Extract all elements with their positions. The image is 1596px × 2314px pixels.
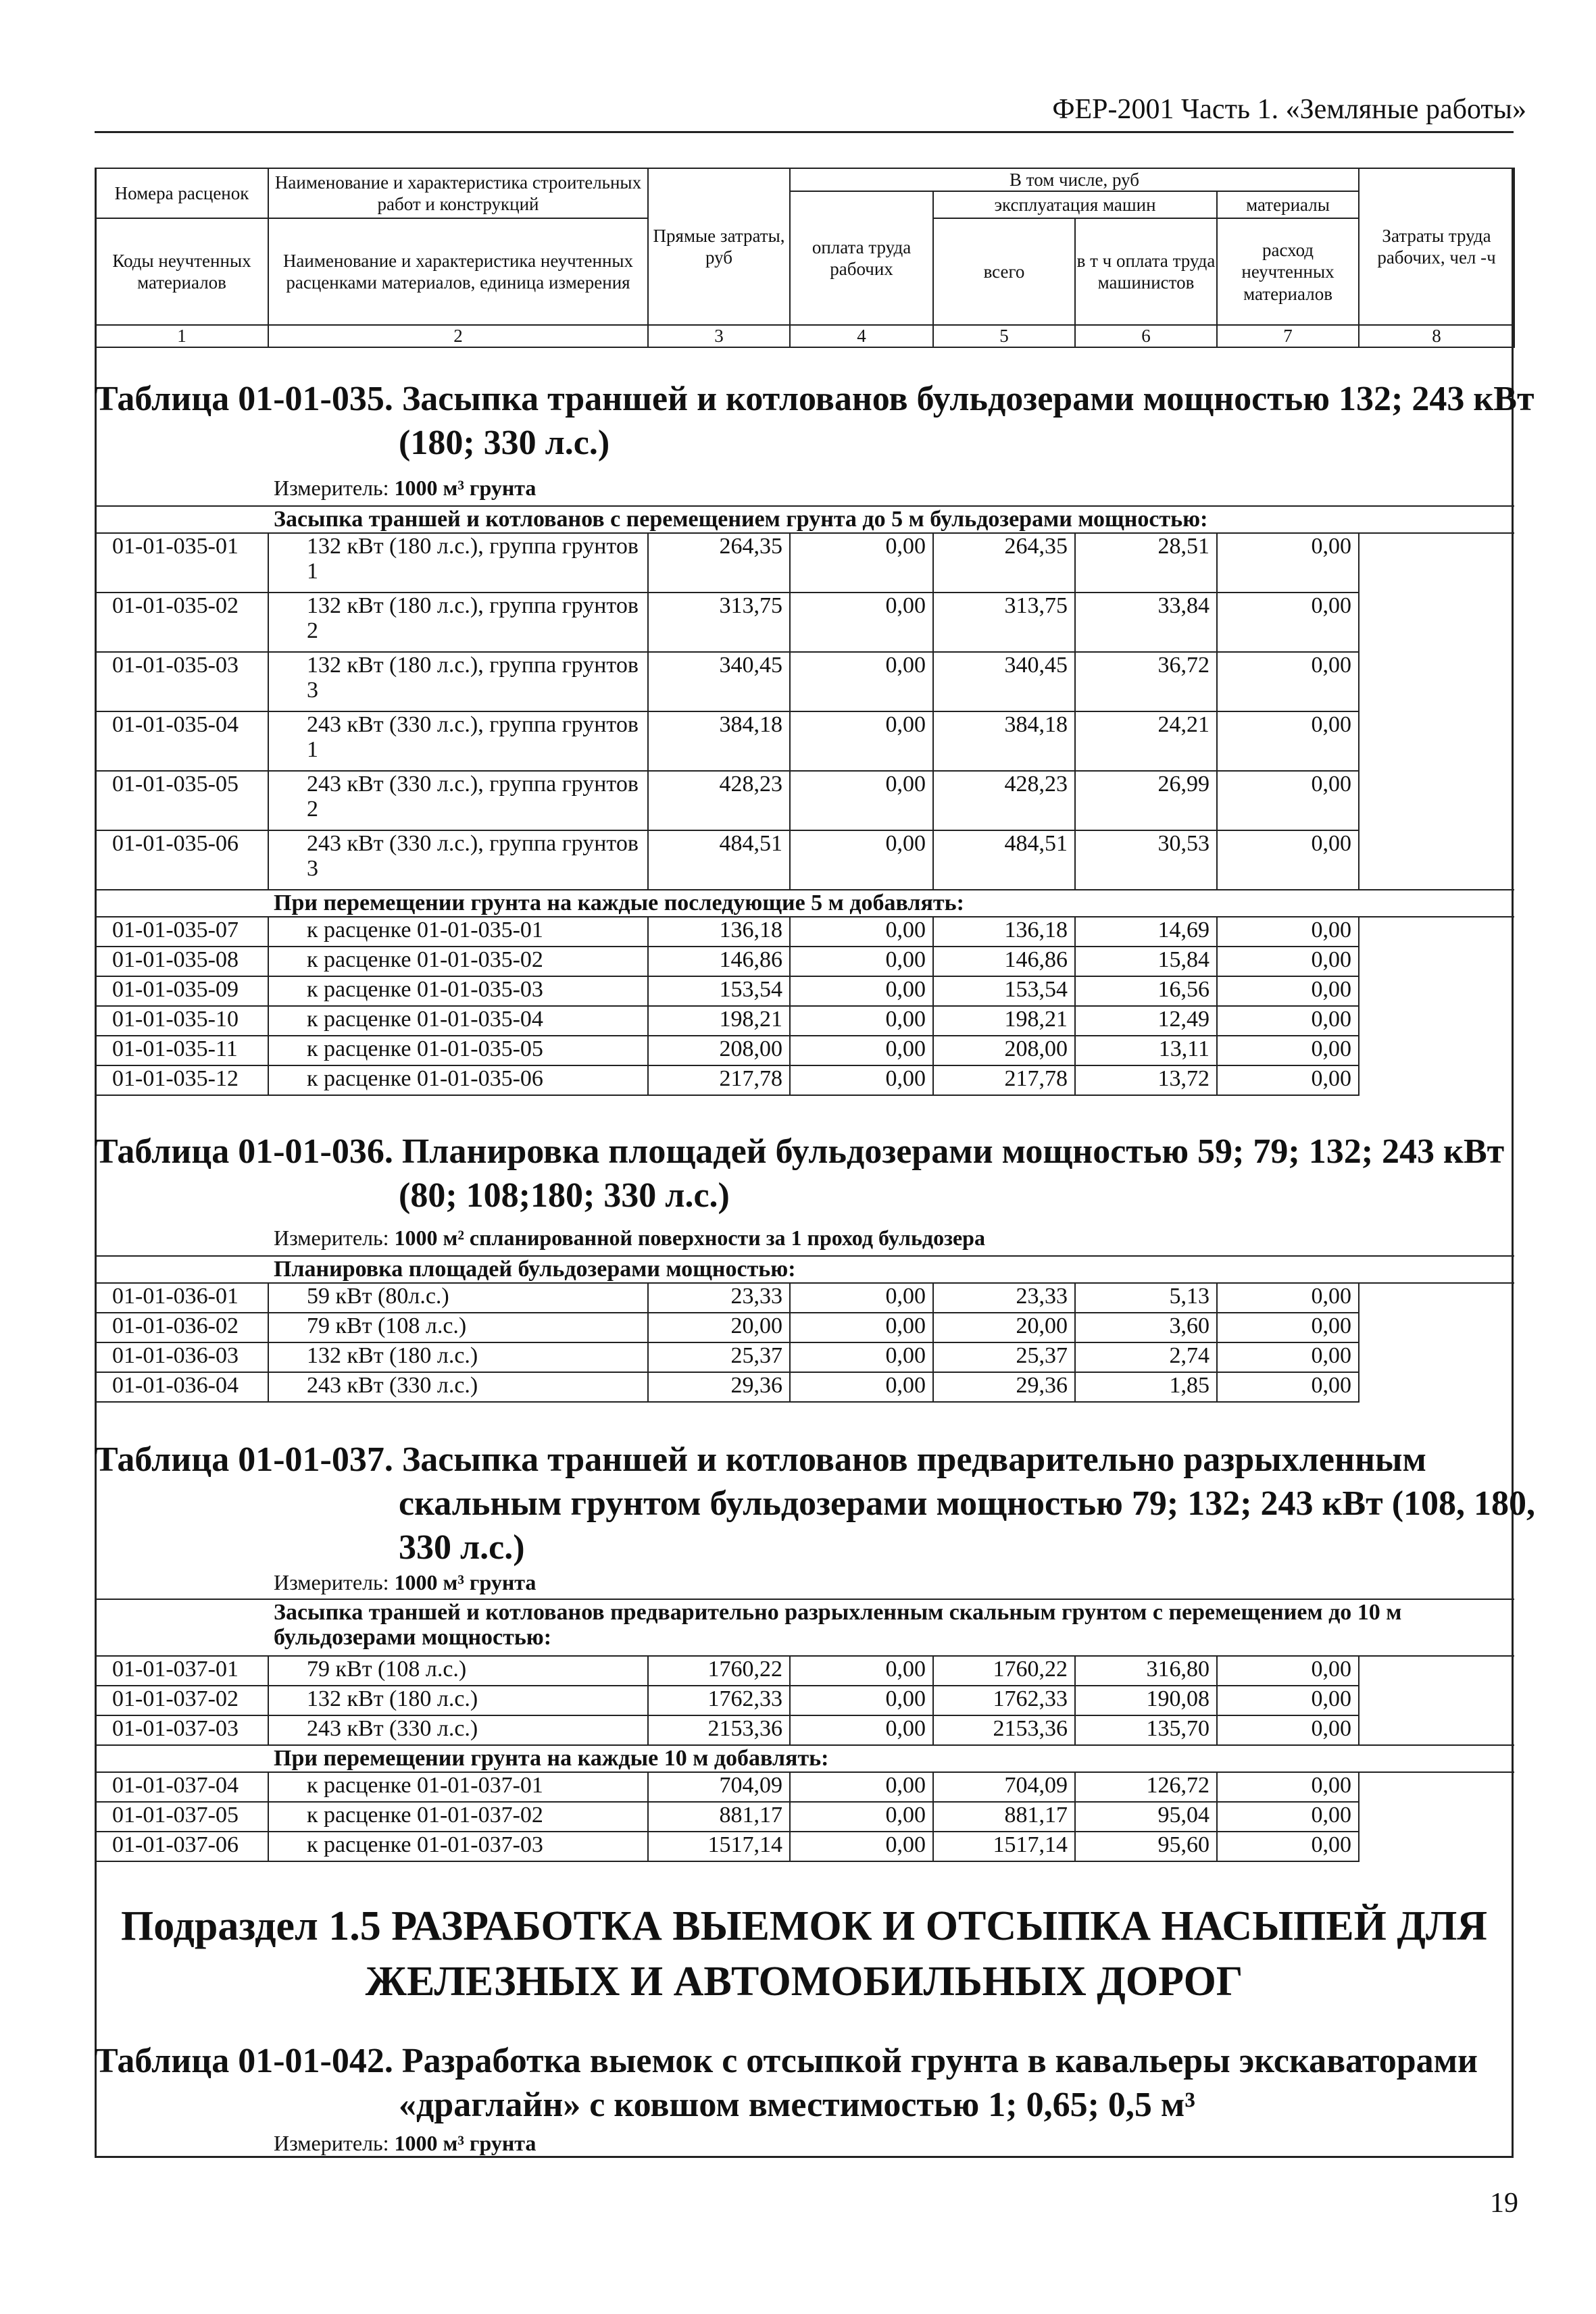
labor-cell xyxy=(1359,1715,1514,1745)
work-name: 59 кВт (80л.с.) xyxy=(268,1283,648,1313)
materials: 0,00 xyxy=(1217,947,1359,976)
table-036-title-line2: (80; 108;180; 330 л.с.) xyxy=(399,1176,730,1215)
table-036-title-line1: Таблица 01-01-036. Планировка площадей бульдозерами мощностью 59; 79; 132; 243 кВт xyxy=(95,1132,1505,1171)
subheader-row xyxy=(95,1256,1514,1283)
col-num: 5 xyxy=(933,325,1075,347)
machines-total: 313,75 xyxy=(933,593,1075,652)
work-name: к расценке 01-01-035-06 xyxy=(268,1065,648,1095)
labor-cell xyxy=(1359,1006,1514,1036)
rate-code: 01-01-035-04 xyxy=(95,711,268,771)
materials: 0,00 xyxy=(1217,771,1359,830)
work-name: 243 кВт (330 л.с.) xyxy=(268,1372,648,1402)
table-037-body xyxy=(95,1599,1514,1862)
rate-code: 01-01-037-05 xyxy=(95,1802,268,1832)
work-name: к расценке 01-01-035-01 xyxy=(268,917,648,947)
machinist-wages: 3,60 xyxy=(1075,1313,1217,1342)
materials: 0,00 xyxy=(1217,1065,1359,1095)
direct-costs: 2153,36 xyxy=(648,1715,790,1745)
direct-costs: 313,75 xyxy=(648,593,790,652)
measure-value: 1000 м² спланированной поверхности за 1 проход бульдозера xyxy=(394,1226,985,1250)
labor-cell xyxy=(1359,771,1514,830)
table-036-measure xyxy=(274,1226,985,1251)
col-num: 8 xyxy=(1359,325,1514,347)
direct-costs: 198,21 xyxy=(648,1006,790,1036)
subheader-lead xyxy=(95,890,268,917)
running-header: ФЕР-2001 Часть 1. «Земляные работы» xyxy=(1052,94,1526,125)
table-035-title-line2: (180; 330 л.с.) xyxy=(399,424,610,462)
direct-costs: 146,86 xyxy=(648,947,790,976)
machines-total: 217,78 xyxy=(933,1065,1075,1095)
column-header-table xyxy=(95,168,1515,326)
table-row xyxy=(95,1772,1514,1802)
measure-value: 1000 м³ грунта xyxy=(394,1570,537,1594)
col-num: 2 xyxy=(268,325,648,347)
col-num: 1 xyxy=(95,325,268,347)
header-labor: Затраты труда рабочих, чел -ч xyxy=(1359,168,1514,325)
header-rate-numbers: Номера расценок xyxy=(95,168,268,218)
materials: 0,00 xyxy=(1217,533,1359,593)
direct-costs: 217,78 xyxy=(648,1065,790,1095)
labor-cell xyxy=(1359,711,1514,771)
header-incl-rub: В том числе, руб xyxy=(790,168,1359,191)
materials: 0,00 xyxy=(1217,1036,1359,1065)
rate-code: 01-01-035-03 xyxy=(95,652,268,711)
labor-cell xyxy=(1359,1372,1514,1402)
materials: 0,00 xyxy=(1217,1686,1359,1715)
rate-code: 01-01-037-06 xyxy=(95,1832,268,1861)
work-name: 132 кВт (180 л.с.), группа грунтов 1 xyxy=(268,533,648,593)
measure-value: 1000 м³ грунта xyxy=(394,476,537,500)
machines-total: 146,86 xyxy=(933,947,1075,976)
table-row xyxy=(95,1313,1514,1342)
page-number: 19 xyxy=(1490,2188,1518,2219)
subheader-row xyxy=(95,890,1514,917)
table-row xyxy=(95,652,1514,711)
header-machines-total: всего xyxy=(933,218,1075,325)
direct-costs: 704,09 xyxy=(648,1772,790,1802)
labor-cell xyxy=(1359,1802,1514,1832)
table-row xyxy=(95,1715,1514,1745)
direct-costs: 136,18 xyxy=(648,917,790,947)
machinist-wages: 28,51 xyxy=(1075,533,1217,593)
machines-total: 136,18 xyxy=(933,917,1075,947)
measure-value: 1000 м³ грунта xyxy=(394,2131,537,2155)
materials: 0,00 xyxy=(1217,593,1359,652)
table-042-title-line2: «драглайн» с ковшом вместимостью 1; 0,65; 0,5 м³ xyxy=(399,2086,1195,2124)
materials: 0,00 xyxy=(1217,830,1359,890)
work-name: к расценке 01-01-035-03 xyxy=(268,976,648,1006)
worker-wages: 0,00 xyxy=(790,947,933,976)
rate-code: 01-01-037-02 xyxy=(95,1686,268,1715)
labor-cell xyxy=(1359,1283,1514,1313)
rate-code: 01-01-036-03 xyxy=(95,1342,268,1372)
subsection-line2: ЖЕЛЕЗНЫХ И АВТОМОБИЛЬНЫХ ДОРОГ xyxy=(365,1959,1243,2005)
direct-costs: 881,17 xyxy=(648,1802,790,1832)
machines-total: 153,54 xyxy=(933,976,1075,1006)
direct-costs: 264,35 xyxy=(648,533,790,593)
header-unaccounted-name: Наименование и характеристика неучтенных расценками материалов, единица измерения xyxy=(268,218,648,325)
work-name: к расценке 01-01-037-03 xyxy=(268,1832,648,1861)
rate-code: 01-01-035-12 xyxy=(95,1065,268,1095)
header-rule xyxy=(95,131,1514,133)
worker-wages: 0,00 xyxy=(790,711,933,771)
worker-wages: 0,00 xyxy=(790,1342,933,1372)
measure-prefix: Измеритель: xyxy=(274,1570,389,1594)
work-name: 132 кВт (180 л.с.) xyxy=(268,1342,648,1372)
machines-total: 25,37 xyxy=(933,1342,1075,1372)
worker-wages: 0,00 xyxy=(790,533,933,593)
materials: 0,00 xyxy=(1217,1006,1359,1036)
subheader-text: При перемещении грунта на каждые последующие 5 м добавлять: xyxy=(268,890,1514,917)
rate-code: 01-01-037-01 xyxy=(95,1656,268,1686)
labor-cell xyxy=(1359,1686,1514,1715)
table-035-measure xyxy=(274,476,536,501)
materials: 0,00 xyxy=(1217,976,1359,1006)
table-042-measure xyxy=(274,2131,536,2156)
subheader-lead xyxy=(95,1745,268,1772)
machines-total: 23,33 xyxy=(933,1283,1075,1313)
machinist-wages: 33,84 xyxy=(1075,593,1217,652)
rate-code: 01-01-035-10 xyxy=(95,1006,268,1036)
worker-wages: 0,00 xyxy=(790,1283,933,1313)
machines-total: 1760,22 xyxy=(933,1656,1075,1686)
header-materials-unaccounted: расход неучтенных материалов xyxy=(1217,218,1359,325)
table-042-title xyxy=(95,2039,1478,2127)
table-row xyxy=(95,1065,1514,1095)
table-035-title xyxy=(95,377,1535,465)
rate-code: 01-01-035-02 xyxy=(95,593,268,652)
measure-prefix: Измеритель: xyxy=(274,476,389,500)
machinist-wages: 12,49 xyxy=(1075,1006,1217,1036)
machinist-wages: 36,72 xyxy=(1075,652,1217,711)
table-row xyxy=(95,1342,1514,1372)
direct-costs: 484,51 xyxy=(648,830,790,890)
header-materials: материалы xyxy=(1217,191,1359,218)
worker-wages: 0,00 xyxy=(790,1313,933,1342)
table-row xyxy=(95,1036,1514,1065)
machinist-wages: 14,69 xyxy=(1075,917,1217,947)
labor-cell xyxy=(1359,593,1514,652)
machines-total: 198,21 xyxy=(933,1006,1075,1036)
labor-cell xyxy=(1359,917,1514,947)
work-name: 132 кВт (180 л.с.) xyxy=(268,1686,648,1715)
header-direct-costs: Прямые затраты, руб xyxy=(648,168,790,325)
machinist-wages: 16,56 xyxy=(1075,976,1217,1006)
work-name: к расценке 01-01-037-01 xyxy=(268,1772,648,1802)
machinist-wages: 26,99 xyxy=(1075,771,1217,830)
machinist-wages: 95,04 xyxy=(1075,1802,1217,1832)
table-row xyxy=(95,1656,1514,1686)
measure-prefix: Измеритель: xyxy=(274,1226,389,1250)
rate-code: 01-01-037-04 xyxy=(95,1772,268,1802)
worker-wages: 0,00 xyxy=(790,1715,933,1745)
subheader-row xyxy=(95,1599,1514,1656)
worker-wages: 0,00 xyxy=(790,1772,933,1802)
subheader-row xyxy=(95,1745,1514,1772)
table-row xyxy=(95,1832,1514,1861)
work-name: к расценке 01-01-035-02 xyxy=(268,947,648,976)
rate-code: 01-01-035-05 xyxy=(95,771,268,830)
table-row xyxy=(95,947,1514,976)
direct-costs: 23,33 xyxy=(648,1283,790,1313)
labor-cell xyxy=(1359,1772,1514,1802)
table-036-title xyxy=(95,1130,1504,1217)
machinist-wages: 13,72 xyxy=(1075,1065,1217,1095)
table-037-title-line2: скальным грунтом бульдозерами мощностью 79; 132; 243 кВт (108, 180, xyxy=(399,1484,1536,1523)
table-row xyxy=(95,976,1514,1006)
table-row xyxy=(95,917,1514,947)
machinist-wages: 2,74 xyxy=(1075,1342,1217,1372)
work-name: 132 кВт (180 л.с.), группа грунтов 3 xyxy=(268,652,648,711)
machinist-wages: 126,72 xyxy=(1075,1772,1217,1802)
machinist-wages: 5,13 xyxy=(1075,1283,1217,1313)
subheader-lead xyxy=(95,506,268,533)
worker-wages: 0,00 xyxy=(790,771,933,830)
machinist-wages: 15,84 xyxy=(1075,947,1217,976)
materials: 0,00 xyxy=(1217,1772,1359,1802)
worker-wages: 0,00 xyxy=(790,1832,933,1861)
machinist-wages: 95,60 xyxy=(1075,1832,1217,1861)
worker-wages: 0,00 xyxy=(790,830,933,890)
machines-total: 881,17 xyxy=(933,1802,1075,1832)
machines-total: 484,51 xyxy=(933,830,1075,890)
table-row xyxy=(95,771,1514,830)
machines-total: 264,35 xyxy=(933,533,1075,593)
materials: 0,00 xyxy=(1217,917,1359,947)
labor-cell xyxy=(1359,1036,1514,1065)
labor-cell xyxy=(1359,830,1514,890)
table-row xyxy=(95,533,1514,593)
worker-wages: 0,00 xyxy=(790,976,933,1006)
work-name: к расценке 01-01-035-04 xyxy=(268,1006,648,1036)
machinist-wages: 1,85 xyxy=(1075,1372,1217,1402)
materials: 0,00 xyxy=(1217,652,1359,711)
table-035-body xyxy=(95,505,1514,1096)
subsection-line1: Подраздел 1.5 РАЗРАБОТКА ВЫЕМОК И ОТСЫПКА НАСЫПЕЙ ДЛЯ xyxy=(121,1903,1487,1949)
machinist-wages: 316,80 xyxy=(1075,1656,1217,1686)
table-037-title xyxy=(95,1438,1535,1569)
direct-costs: 1517,14 xyxy=(648,1832,790,1861)
subheader-text: При перемещении грунта на каждые 10 м добавлять: xyxy=(268,1745,1514,1772)
materials: 0,00 xyxy=(1217,1372,1359,1402)
labor-cell xyxy=(1359,976,1514,1006)
subheader-lead xyxy=(95,1599,268,1656)
col-num: 7 xyxy=(1217,325,1359,347)
rate-code: 01-01-035-06 xyxy=(95,830,268,890)
materials: 0,00 xyxy=(1217,711,1359,771)
table-036-body xyxy=(95,1255,1514,1403)
rate-code: 01-01-035-08 xyxy=(95,947,268,976)
labor-cell xyxy=(1359,652,1514,711)
machines-total: 1517,14 xyxy=(933,1832,1075,1861)
worker-wages: 0,00 xyxy=(790,1802,933,1832)
subheader-text: Засыпка траншей и котлованов с перемещением грунта до 5 м бульдозерами мощностью: xyxy=(268,506,1514,533)
measure-prefix: Измеритель: xyxy=(274,2131,389,2155)
rate-code: 01-01-036-01 xyxy=(95,1283,268,1313)
machines-total: 428,23 xyxy=(933,771,1075,830)
materials: 0,00 xyxy=(1217,1283,1359,1313)
table-row xyxy=(95,593,1514,652)
machinist-wages: 135,70 xyxy=(1075,1715,1217,1745)
work-name: 243 кВт (330 л.с.) xyxy=(268,1715,648,1745)
direct-costs: 340,45 xyxy=(648,652,790,711)
table-row xyxy=(95,1802,1514,1832)
worker-wages: 0,00 xyxy=(790,593,933,652)
table-row xyxy=(95,1006,1514,1036)
subsection-heading xyxy=(95,1898,1514,2010)
machines-total: 20,00 xyxy=(933,1313,1075,1342)
direct-costs: 20,00 xyxy=(648,1313,790,1342)
work-name: 79 кВт (108 л.с.) xyxy=(268,1313,648,1342)
materials: 0,00 xyxy=(1217,1715,1359,1745)
labor-cell xyxy=(1359,1832,1514,1861)
labor-cell xyxy=(1359,947,1514,976)
worker-wages: 0,00 xyxy=(790,1686,933,1715)
work-name: 243 кВт (330 л.с.), группа грунтов 1 xyxy=(268,711,648,771)
table-row xyxy=(95,1686,1514,1715)
machines-total: 2153,36 xyxy=(933,1715,1075,1745)
machines-total: 1762,33 xyxy=(933,1686,1075,1715)
machines-total: 704,09 xyxy=(933,1772,1075,1802)
worker-wages: 0,00 xyxy=(790,1006,933,1036)
work-name: 243 кВт (330 л.с.), группа грунтов 3 xyxy=(268,830,648,890)
table-037-measure xyxy=(274,1570,536,1595)
subheader-lead xyxy=(95,1256,268,1283)
direct-costs: 1762,33 xyxy=(648,1686,790,1715)
direct-costs: 1760,22 xyxy=(648,1656,790,1686)
labor-cell xyxy=(1359,1065,1514,1095)
machines-total: 208,00 xyxy=(933,1036,1075,1065)
column-number-row xyxy=(95,324,1515,348)
machines-total: 340,45 xyxy=(933,652,1075,711)
table-042-title-line1: Таблица 01-01-042. Разработка выемок с отсыпкой грунта в кавальеры экскаваторами xyxy=(95,2042,1478,2080)
worker-wages: 0,00 xyxy=(790,917,933,947)
direct-costs: 25,37 xyxy=(648,1342,790,1372)
worker-wages: 0,00 xyxy=(790,652,933,711)
worker-wages: 0,00 xyxy=(790,1372,933,1402)
labor-cell xyxy=(1359,1342,1514,1372)
machines-total: 29,36 xyxy=(933,1372,1075,1402)
worker-wages: 0,00 xyxy=(790,1656,933,1686)
header-codes: Коды неучтенных материалов xyxy=(95,218,268,325)
rate-code: 01-01-037-03 xyxy=(95,1715,268,1745)
subheader-row xyxy=(95,506,1514,533)
direct-costs: 208,00 xyxy=(648,1036,790,1065)
table-037-title-line1: Таблица 01-01-037. Засыпка траншей и котлованов предварительно разрыхленным xyxy=(95,1440,1426,1479)
work-name: к расценке 01-01-035-05 xyxy=(268,1036,648,1065)
col-num: 4 xyxy=(790,325,933,347)
header-machines: эксплуатация машин xyxy=(933,191,1217,218)
materials: 0,00 xyxy=(1217,1656,1359,1686)
machinist-wages: 24,21 xyxy=(1075,711,1217,771)
materials: 0,00 xyxy=(1217,1832,1359,1861)
machinist-wages: 190,08 xyxy=(1075,1686,1217,1715)
machines-total: 384,18 xyxy=(933,711,1075,771)
direct-costs: 153,54 xyxy=(648,976,790,1006)
direct-costs: 29,36 xyxy=(648,1372,790,1402)
col-num: 6 xyxy=(1075,325,1217,347)
direct-costs: 428,23 xyxy=(648,771,790,830)
rate-code: 01-01-035-01 xyxy=(95,533,268,593)
table-row xyxy=(95,830,1514,890)
materials: 0,00 xyxy=(1217,1342,1359,1372)
header-wages: оплата труда рабочих xyxy=(790,191,933,325)
rate-code: 01-01-035-11 xyxy=(95,1036,268,1065)
header-machines-wages: в т ч оплата труда машинистов xyxy=(1075,218,1217,325)
labor-cell xyxy=(1359,1656,1514,1686)
direct-costs: 384,18 xyxy=(648,711,790,771)
table-row xyxy=(95,1283,1514,1313)
labor-cell xyxy=(1359,1313,1514,1342)
subheader-text: Засыпка траншей и котлованов предварительно разрыхленным скальным грунтом с перемещением до 10 м бульдозерами мощностью: xyxy=(268,1599,1514,1656)
work-name: 132 кВт (180 л.с.), группа грунтов 2 xyxy=(268,593,648,652)
work-name: к расценке 01-01-037-02 xyxy=(268,1802,648,1832)
labor-cell xyxy=(1359,533,1514,593)
header-work-name: Наименование и характеристика строительных работ и конструкций xyxy=(268,168,648,218)
table-037-title-line3: 330 л.с.) xyxy=(399,1528,525,1567)
machinist-wages: 30,53 xyxy=(1075,830,1217,890)
rate-code: 01-01-036-02 xyxy=(95,1313,268,1342)
table-035-title-line1: Таблица 01-01-035. Засыпка траншей и котлованов бульдозерами мощностью 132; 243 кВт xyxy=(95,380,1535,418)
worker-wages: 0,00 xyxy=(790,1036,933,1065)
materials: 0,00 xyxy=(1217,1802,1359,1832)
subheader-text: Планировка площадей бульдозерами мощностью: xyxy=(268,1256,1514,1283)
rate-code: 01-01-036-04 xyxy=(95,1372,268,1402)
worker-wages: 0,00 xyxy=(790,1065,933,1095)
materials: 0,00 xyxy=(1217,1313,1359,1342)
work-name: 243 кВт (330 л.с.), группа грунтов 2 xyxy=(268,771,648,830)
machinist-wages: 13,11 xyxy=(1075,1036,1217,1065)
table-row xyxy=(95,1372,1514,1402)
work-name: 79 кВт (108 л.с.) xyxy=(268,1656,648,1686)
table-row xyxy=(95,711,1514,771)
rate-code: 01-01-035-09 xyxy=(95,976,268,1006)
col-num: 3 xyxy=(648,325,790,347)
rate-code: 01-01-035-07 xyxy=(95,917,268,947)
